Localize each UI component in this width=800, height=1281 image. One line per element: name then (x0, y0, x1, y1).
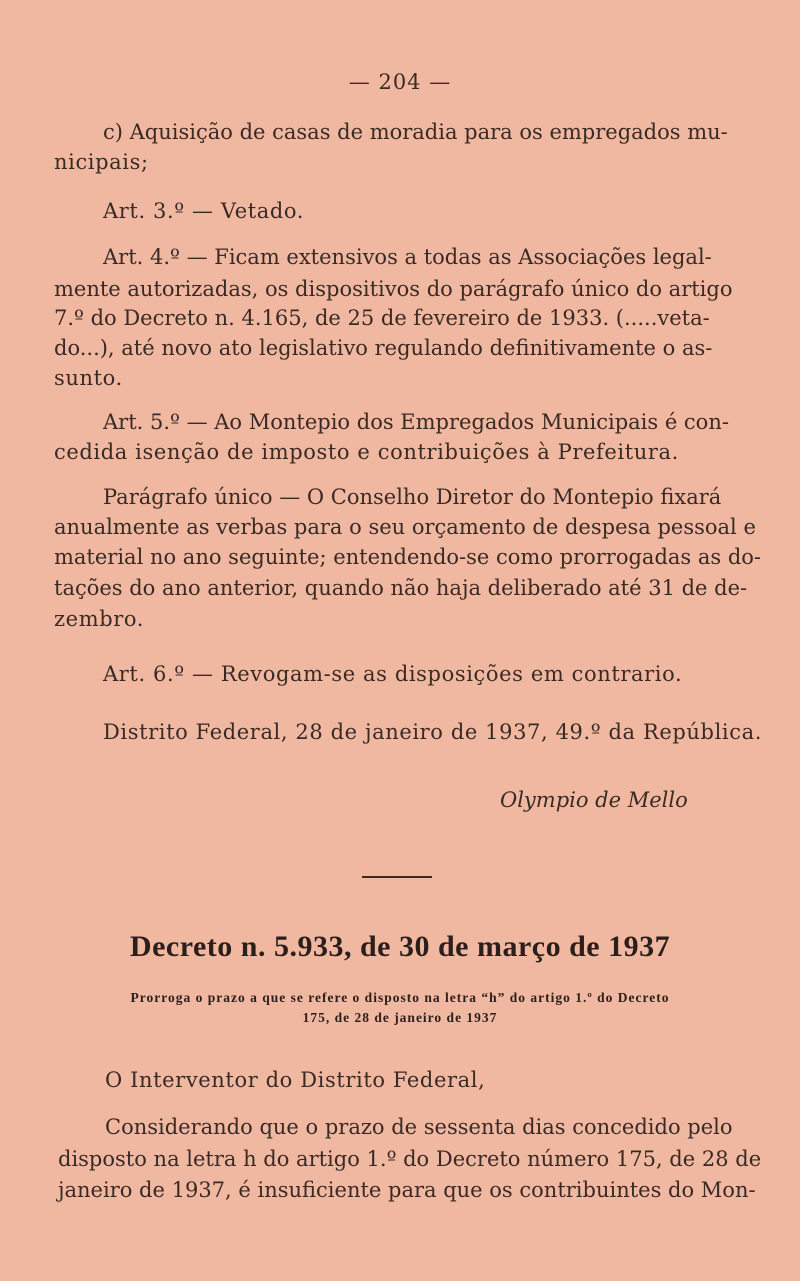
text-line: Art. 4.º — Ficam extensivos a todas as Associações legal- (103, 245, 712, 269)
text-line: Art. 5.º — Ao Montepio dos Empregados Municipais é con- (103, 410, 729, 434)
decree-subtitle: Prorroga o prazo a que se refere o disposto na letra “h” do artigo 1.º do Decreto (130, 990, 670, 1005)
decree-subtitle: 175, de 28 de janeiro de 1937 (302, 1010, 498, 1025)
text-line: O Interventor do Distrito Federal, (105, 1068, 486, 1092)
text-line: 7.º do Decreto n. 4.165, de 25 de fevereiro de 1933. (.....veta- (54, 306, 710, 330)
text-line: anualmente as verbas para o seu orçamento de despesa pessoal e (54, 515, 756, 539)
text-line: Distrito Federal, 28 de janeiro de 1937, 49.º da República. (103, 720, 762, 744)
text-line: Art. 6.º — Revogam-se as disposições em contrario. (103, 662, 683, 686)
text-line: zembro. (54, 607, 145, 631)
text-line: c) Aquisição de casas de moradia para os empregados mu- (103, 120, 728, 144)
text-line: mente autorizadas, os dispositivos do parágrafo único do artigo (54, 277, 733, 301)
text-line: cedida isenção de imposto e contribuições à Prefeitura. (54, 440, 679, 464)
text-line: disposto na letra h do artigo 1.º do Decreto número 175, de 28 de (58, 1147, 762, 1171)
text-line: do...), até novo ato legislativo regulando definitivamente o as- (54, 336, 713, 360)
text-line: Parágrafo único — O Conselho Diretor do Montepio fixará (103, 485, 722, 509)
signature: Olympio de Mello (500, 788, 688, 812)
text-line: tações do ano anterior, quando não haja deliberado até 31 de de- (54, 576, 748, 600)
text-line: sunto. (54, 366, 123, 390)
page-number: — 204 — (348, 70, 452, 94)
decree-title: Decreto n. 5.933, de 30 de março de 1937 (129, 930, 671, 963)
text-line: janeiro de 1937, é insuficiente para que os contribuintes do Mon- (58, 1178, 756, 1202)
text-line: Art. 3.º — Vetado. (103, 199, 305, 223)
text-line: material no ano seguinte; entendendo-se como prorrogadas as do- (54, 545, 762, 569)
section-divider (362, 876, 432, 878)
text-line: nicipais; (54, 150, 149, 174)
text-line: Considerando que o prazo de sessenta dias concedido pelo (105, 1115, 733, 1139)
